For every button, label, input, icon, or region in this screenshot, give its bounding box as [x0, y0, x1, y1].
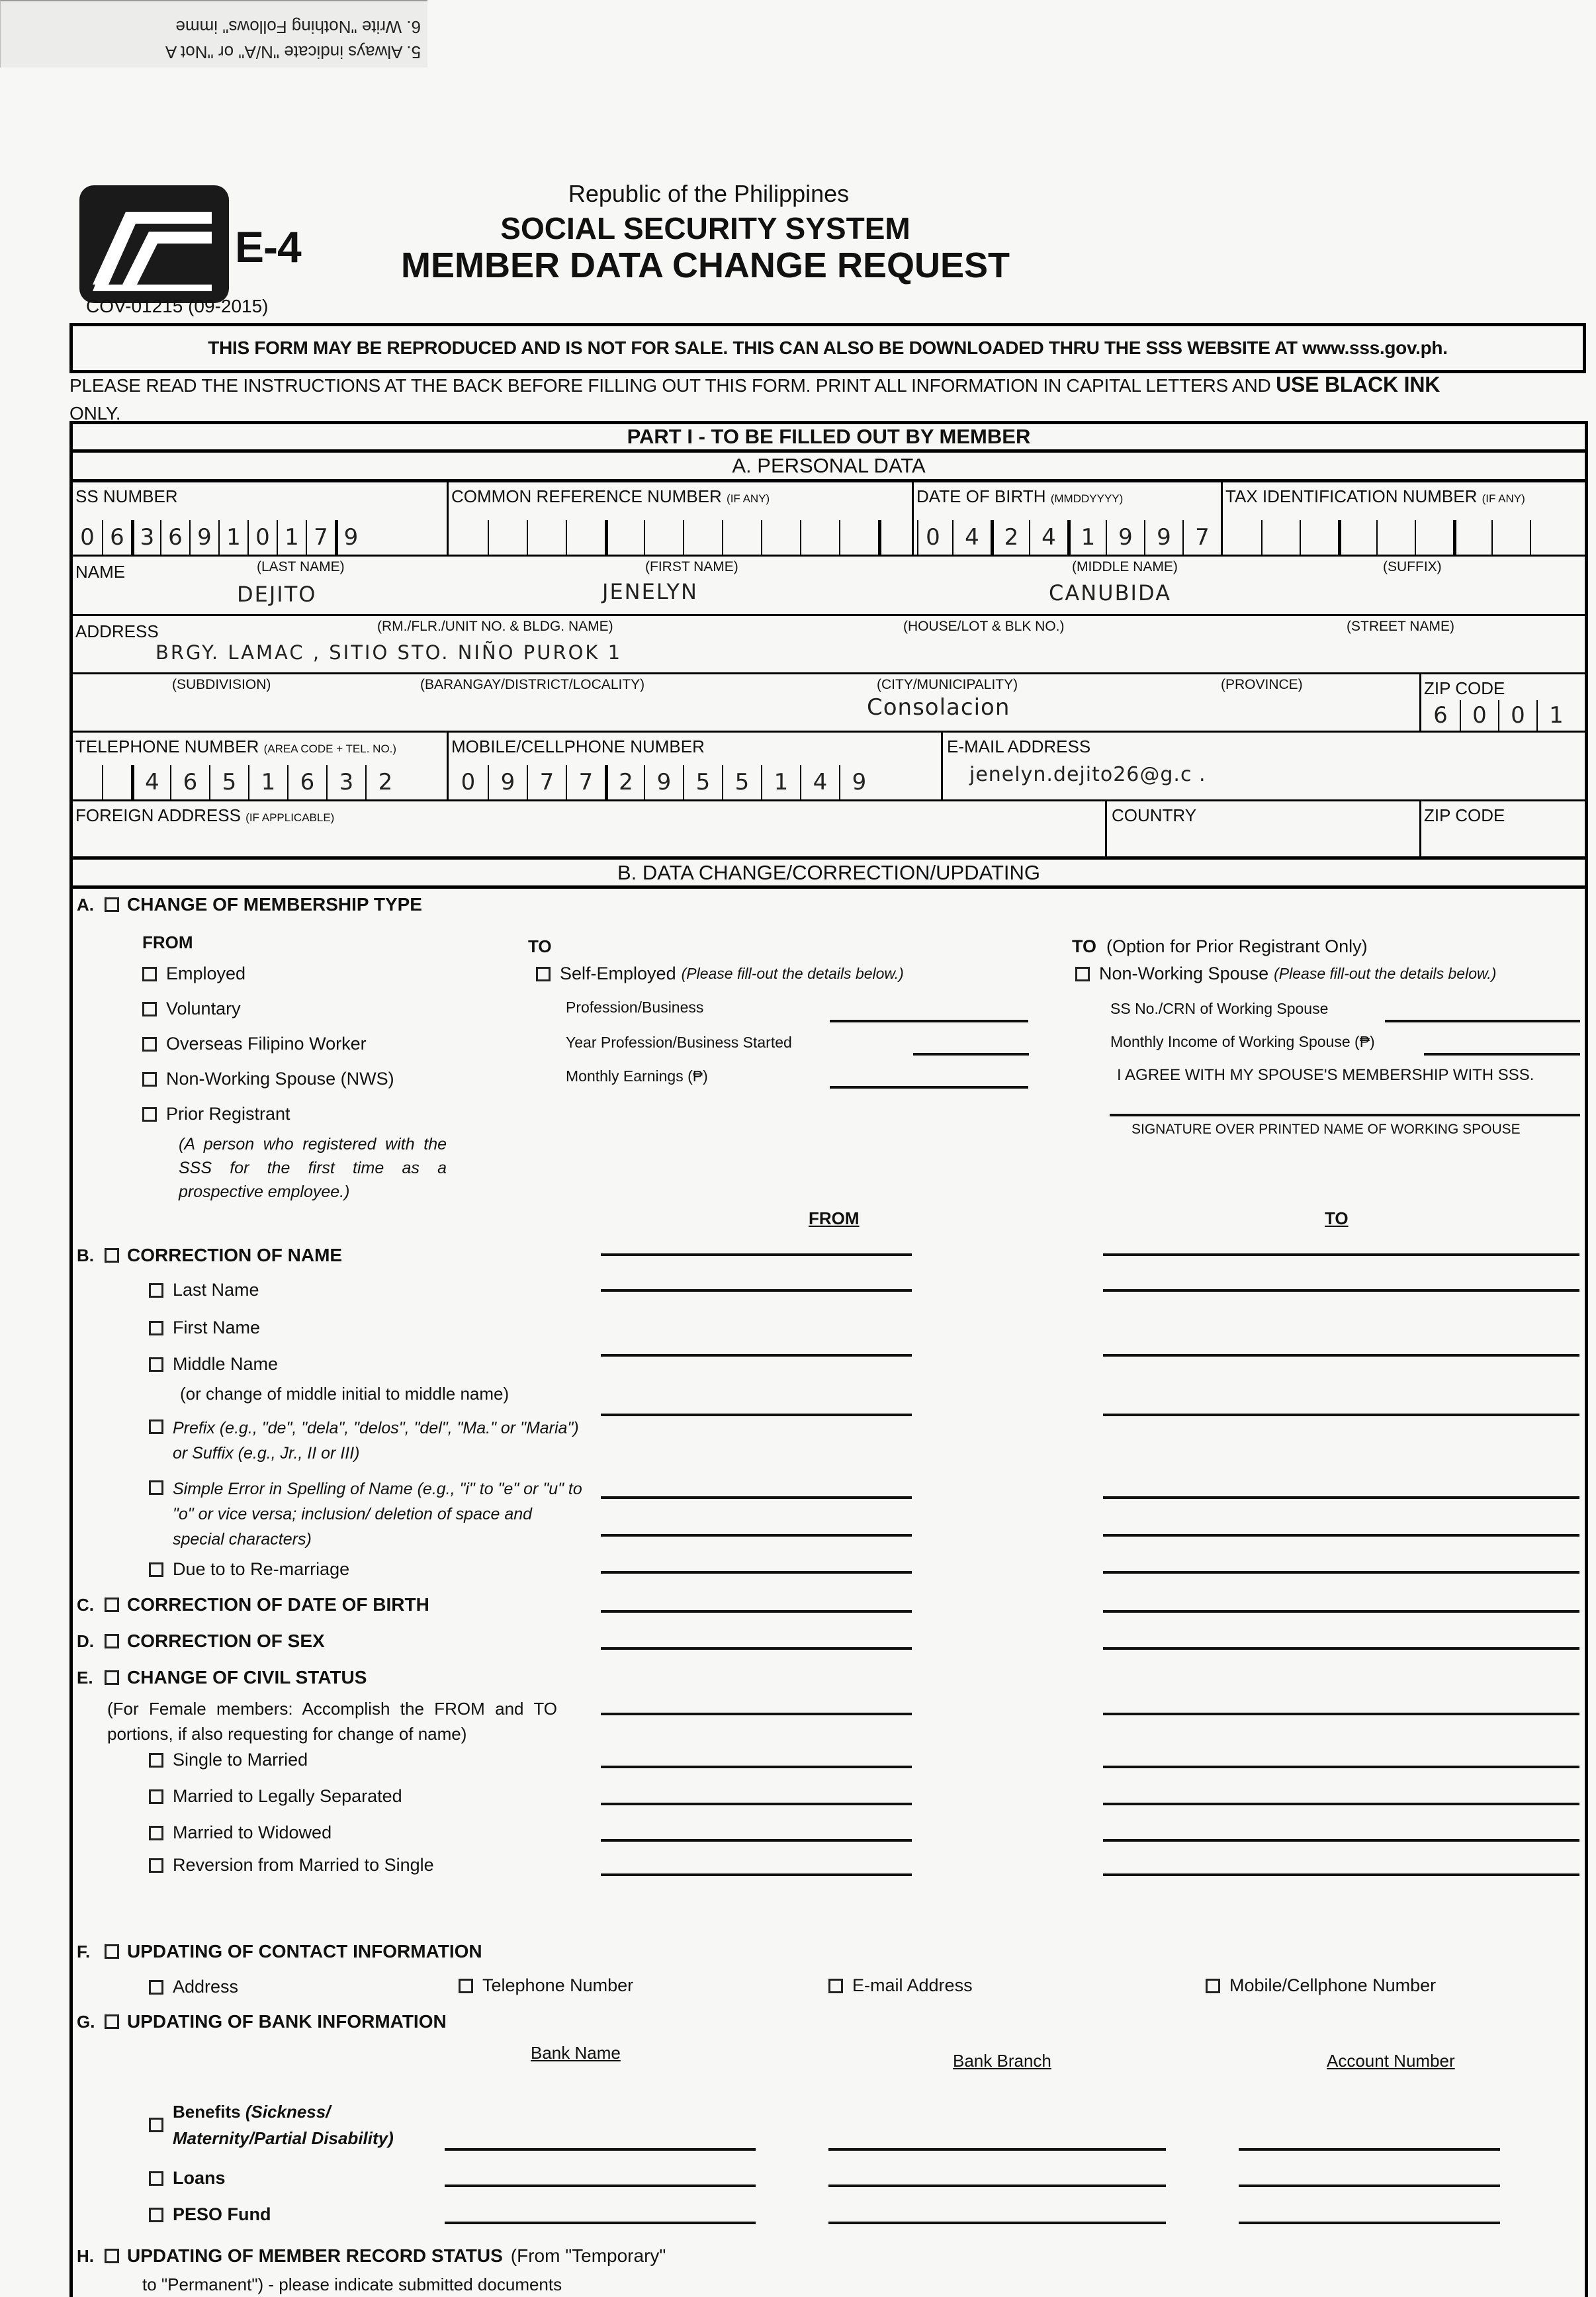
spouse-signature-label: SIGNATURE OVER PRINTED NAME OF WORKING SPOUSE — [1131, 1122, 1521, 1137]
from-input[interactable] — [601, 1496, 912, 1499]
option-mobile[interactable] — [1206, 1975, 1436, 1996]
checkbox[interactable] — [149, 2208, 163, 2222]
from-input[interactable] — [601, 1354, 912, 1357]
civil-status-note: (For Female members: Accomplish the FROM and TO portions, if also requesting for change of name) — [107, 1699, 557, 1744]
option-label: Voluntary — [166, 999, 241, 1018]
digit — [1491, 520, 1530, 555]
digit — [1223, 520, 1261, 555]
checkbox[interactable] — [149, 2171, 163, 2186]
checkbox[interactable] — [459, 1979, 473, 1993]
section-g-bank — [77, 2011, 447, 2032]
digit: 0 — [1498, 700, 1536, 731]
civil-status-checkbox[interactable] — [105, 1670, 119, 1685]
option-label: Prior Registrant — [166, 1104, 290, 1124]
city-value[interactable]: Consolacion — [867, 694, 1010, 721]
checkbox[interactable] — [142, 967, 157, 981]
section-title: UPDATING OF CONTACT INFORMATION — [127, 1941, 482, 1961]
address-line-value[interactable]: BRGY. LAMAC , SITIO STO. NIÑO PUROK 1 — [155, 641, 623, 664]
digit: 1 — [1536, 700, 1575, 731]
section-a-change-membership — [77, 894, 422, 915]
digit — [644, 520, 683, 555]
option-label: Single to Married — [173, 1750, 308, 1770]
bank-update-checkbox[interactable] — [105, 2014, 119, 2029]
scrap-line-6: 6. Write "Nothing Follows" imme — [175, 17, 421, 37]
suffix-label: (SUFFIX) — [1383, 559, 1442, 574]
from-input[interactable] — [601, 1253, 912, 1256]
digit: 7 — [306, 520, 335, 555]
from-input[interactable] — [601, 1839, 912, 1842]
from-input[interactable] — [601, 1873, 912, 1876]
option-label: PESO Fund — [173, 2204, 271, 2224]
republic-heading: Republic of the Philippines — [568, 180, 850, 207]
account-number-input[interactable] — [1239, 2222, 1500, 2224]
digit: 9 — [839, 765, 878, 799]
digit: 9 — [335, 520, 364, 555]
option-label: Married to Widowed — [173, 1823, 332, 1842]
option-prefix-suffix[interactable] — [149, 1416, 583, 1466]
digit — [1530, 520, 1568, 555]
divider — [1419, 801, 1421, 856]
digit — [1261, 520, 1300, 555]
to-input[interactable] — [1103, 1571, 1579, 1574]
to-input[interactable] — [1103, 1803, 1579, 1805]
middle-name-label: (MIDDLE NAME) — [1072, 559, 1178, 574]
reproduction-notice: THIS FORM MAY BE REPRODUCED AND IS NOT FOR SALE. THIS CAN ALSO BE DOWNLOADED THRU THE SSS WEBSITE AT www.sss.gov.ph. — [69, 323, 1586, 373]
option-label: Due to to Re-marriage — [173, 1559, 350, 1579]
digit — [73, 765, 102, 799]
to-input[interactable] — [1103, 1766, 1579, 1768]
address-label: ADDRESS — [75, 621, 159, 641]
section-h-record-status — [77, 2245, 666, 2267]
option-spelling-error[interactable] — [149, 1476, 583, 1552]
bank-branch-input[interactable] — [828, 2222, 1166, 2224]
checkbox[interactable] — [142, 1107, 157, 1122]
digit — [488, 520, 527, 555]
checkbox[interactable] — [149, 1753, 163, 1768]
section-letter: C. — [77, 1594, 94, 1615]
from-input[interactable] — [601, 1534, 912, 1537]
unit-label: (RM./FLR./UNIT NO. & BLDG. NAME) — [377, 619, 613, 634]
bank-name-column: Bank Name — [531, 2043, 621, 2063]
digit — [527, 520, 566, 555]
option-label: E-mail Address — [852, 1975, 973, 1995]
street-label: (STREET NAME) — [1347, 619, 1454, 634]
from-label: FROM — [142, 932, 193, 952]
zip-code-digits[interactable] — [1421, 700, 1575, 731]
digit: 0 — [1460, 700, 1498, 731]
to-input[interactable] — [1103, 1289, 1579, 1292]
option-label: Prefix (e.g., "de", "dela", "delos", "del", "Ma." or "Maria") or Suffix (e.g., Jr., II or III) — [173, 1419, 579, 1463]
option-loans[interactable] — [149, 2168, 226, 2188]
digit: 9 — [644, 765, 683, 799]
agreement-text: I AGREE WITH MY SPOUSE'S MEMBERSHIP WITH SSS. — [1117, 1066, 1534, 1084]
digit: 4 — [952, 520, 991, 555]
checkbox[interactable] — [142, 1002, 157, 1016]
form-code: E-4 — [235, 222, 301, 271]
option-label: Middle Name — [173, 1354, 279, 1374]
digit: 1 — [1067, 520, 1106, 555]
digit: 1 — [218, 520, 247, 555]
section-f-contact — [77, 1941, 482, 1962]
option-label: Reversion from Married to Single — [173, 1855, 434, 1875]
digit — [1300, 520, 1338, 555]
digit: 9 — [1106, 520, 1144, 555]
zip-code-field[interactable] — [1421, 674, 1580, 731]
bank-branch-input[interactable] — [828, 2148, 1166, 2151]
checkbox[interactable] — [1075, 967, 1090, 981]
telephone-label: TELEPHONE NUMBER (AREA CODE + TEL. NO.) — [75, 737, 397, 756]
checkbox[interactable] — [149, 1980, 163, 1995]
account-number-column: Account Number — [1327, 2051, 1455, 2071]
profession-input[interactable] — [830, 1020, 1028, 1022]
from-input[interactable] — [601, 1610, 912, 1613]
section-letter: D. — [77, 1631, 94, 1651]
to-input[interactable] — [1103, 1496, 1579, 1499]
to-input[interactable] — [1103, 1253, 1579, 1256]
digit: 4 — [800, 765, 839, 799]
option-label: Non-Working Spouse — [1099, 964, 1269, 983]
scrap-line-5: 5. Always indicate "N/A" or "Not A — [165, 42, 421, 62]
option-telephone[interactable] — [459, 1975, 633, 1996]
digit — [566, 520, 605, 555]
digit: 0 — [247, 520, 277, 555]
correction-sex-checkbox[interactable] — [105, 1634, 119, 1648]
checkbox[interactable] — [149, 1858, 163, 1873]
spouse-ss-label: SS No./CRN of Working Spouse — [1110, 1000, 1329, 1017]
checkbox[interactable] — [828, 1979, 843, 1993]
spouse-income-label: Monthly Income of Working Spouse (₱) — [1110, 1033, 1375, 1050]
from-input[interactable] — [601, 1803, 912, 1805]
section-letter: F. — [77, 1941, 91, 1961]
section-b-header: B. DATA CHANGE/CORRECTION/UPDATING — [73, 860, 1585, 889]
year-started-input[interactable] — [913, 1053, 1029, 1056]
digit: 7 — [566, 765, 605, 799]
member-data-form — [69, 421, 1588, 2297]
spouse-ss-input[interactable] — [1385, 1020, 1580, 1022]
checkbox[interactable] — [142, 1037, 157, 1052]
checkbox[interactable] — [536, 967, 551, 981]
section-letter: G. — [77, 2011, 95, 2032]
to-input[interactable] — [1103, 1873, 1579, 1876]
from-input[interactable] — [601, 1414, 912, 1416]
from-input[interactable] — [601, 1647, 912, 1650]
record-status-note: to "Permanent") - please indicate submitted documents — [142, 2274, 562, 2294]
address-row-2 — [73, 674, 1585, 733]
section-letter: B. — [77, 1245, 94, 1265]
option-label: Non-Working Spouse (NWS) — [166, 1069, 394, 1089]
digit: 4 — [1029, 520, 1067, 555]
foreign-address-row — [73, 801, 1585, 860]
option-benefits[interactable] — [149, 2098, 451, 2151]
to-label: TO — [528, 936, 552, 956]
monthly-earnings-input[interactable] — [830, 1086, 1028, 1089]
crn-field[interactable] — [449, 482, 978, 555]
middle-name-note: (or change of middle initial to middle name) — [180, 1384, 510, 1404]
page-title: MEMBER DATA CHANGE REQUEST — [400, 246, 1010, 285]
digit: 5 — [683, 765, 722, 799]
digit: 3 — [131, 520, 160, 555]
change-membership-checkbox[interactable] — [105, 897, 119, 912]
option-peso-fund[interactable] — [149, 2204, 271, 2225]
crn-label: COMMON REFERENCE NUMBER (IF ANY) — [451, 486, 770, 506]
form-version: COV-01215 (09-2015) — [86, 296, 269, 316]
checkbox[interactable] — [1206, 1979, 1220, 1993]
name-label: NAME — [75, 562, 126, 582]
bank-branch-input[interactable] — [828, 2184, 1166, 2187]
option-note: (Please fill-out the details below.) — [681, 965, 904, 982]
country-label: COUNTRY — [1112, 805, 1197, 825]
option-label: Last Name — [173, 1280, 259, 1300]
name-row — [73, 557, 1585, 616]
digit — [839, 520, 878, 555]
digit: 2 — [365, 765, 404, 799]
digit: 4 — [131, 765, 170, 799]
last-name-label: (LAST NAME) — [257, 559, 345, 574]
correction-dob-checkbox[interactable] — [105, 1598, 119, 1612]
digit: 2 — [991, 520, 1029, 555]
checkbox[interactable] — [149, 1419, 163, 1434]
section-letter: E. — [77, 1667, 93, 1688]
first-name-label: (FIRST NAME) — [645, 559, 738, 574]
to-input[interactable] — [1103, 1713, 1579, 1715]
checkbox[interactable] — [149, 1321, 163, 1335]
option-last-name[interactable] — [149, 1280, 259, 1300]
part1-header: PART I - TO BE FILLED OUT BY MEMBER — [73, 424, 1585, 453]
bank-name-input[interactable] — [445, 2222, 756, 2224]
digit — [800, 520, 839, 555]
last-name-value[interactable]: DEJITO — [237, 582, 317, 607]
section-b-correction-name — [77, 1245, 342, 1266]
checkbox[interactable] — [149, 1357, 163, 1372]
option-address[interactable] — [149, 1977, 238, 1997]
section-e-civil-status — [77, 1667, 367, 1688]
digit — [449, 520, 488, 555]
option-label: Mobile/Cellphone Number — [1229, 1975, 1437, 1995]
mobile-digits[interactable] — [449, 765, 878, 799]
option-label: Self-Employed — [560, 964, 676, 983]
record-status-checkbox[interactable] — [105, 2249, 119, 2263]
account-number-input[interactable] — [1239, 2184, 1500, 2187]
year-started-label: Year Profession/Business Started — [566, 1034, 792, 1051]
digit: 6 — [287, 765, 326, 799]
digit: 6 — [1433, 702, 1448, 729]
mobile-field[interactable] — [449, 733, 952, 799]
province-label: (PROVINCE) — [1221, 677, 1303, 692]
section-title: CHANGE OF MEMBERSHIP TYPE — [127, 894, 422, 915]
to-input[interactable] — [1103, 1839, 1579, 1842]
mobile-label: MOBILE/CELLPHONE NUMBER — [451, 737, 705, 756]
section-title: CHANGE OF CIVIL STATUS — [127, 1667, 367, 1688]
city-label: (CITY/MUNICIPALITY) — [877, 677, 1018, 692]
email-label: E-MAIL ADDRESS — [947, 737, 1091, 756]
digit: 2 — [605, 765, 644, 799]
option-note: (Please fill-out the details below.) — [1274, 965, 1497, 982]
personal-data-header: A. PERSONAL DATA — [73, 453, 1585, 482]
digit: 6 — [160, 520, 189, 555]
digit: 0 — [461, 769, 476, 795]
to-input[interactable] — [1103, 1414, 1579, 1416]
to-self-employed[interactable] — [536, 964, 904, 984]
agency-heading: SOCIAL SECURITY SYSTEM — [500, 211, 910, 246]
digit: 0 — [80, 524, 95, 551]
from-prior-registrant[interactable] — [142, 1104, 290, 1124]
to-input[interactable] — [1103, 1610, 1579, 1613]
from-input[interactable] — [601, 1289, 912, 1292]
section-title: UPDATING OF BANK INFORMATION — [127, 2011, 447, 2032]
email-value: jenelyn.dejito26@g.c . — [969, 763, 1206, 786]
from-input[interactable] — [601, 1766, 912, 1768]
to-column-header: TO — [1325, 1208, 1349, 1228]
digit — [683, 520, 722, 555]
tin-label: TAX IDENTIFICATION NUMBER (IF ANY) — [1225, 486, 1525, 506]
digit — [1453, 520, 1491, 555]
bank-name-input[interactable] — [445, 2184, 756, 2187]
checkbox[interactable] — [149, 1562, 163, 1577]
bank-branch-column: Bank Branch — [953, 2051, 1051, 2071]
telephone-digits[interactable] — [73, 765, 404, 799]
digit: 9 — [189, 520, 218, 555]
prior-registrant-note: (A person who registered with the SSS for the first time as a prospective employee.) — [179, 1135, 447, 1201]
option-label: Married to Legally Separated — [173, 1786, 402, 1806]
dob-label: DATE OF BIRTH (MMDDYYYY) — [916, 486, 1124, 506]
bank-name-input[interactable] — [445, 2148, 756, 2151]
option-label: Employed — [166, 964, 246, 983]
digit — [1376, 520, 1415, 555]
digit: 6 — [170, 765, 209, 799]
section-letter: H. — [77, 2245, 94, 2266]
option-label: Loans — [173, 2168, 226, 2188]
option-label: Benefits (Sickness/ Maternity/Partial Disability) — [173, 2102, 394, 2148]
option-single-married[interactable] — [149, 1750, 308, 1770]
checkbox[interactable] — [149, 1480, 163, 1495]
option-label: Overseas Filipino Worker — [166, 1034, 367, 1054]
digit — [761, 520, 800, 555]
contact-update-checkbox[interactable] — [105, 1944, 119, 1959]
digit — [605, 520, 644, 555]
subdivision-label: (SUBDIVISION) — [172, 677, 271, 692]
from-input[interactable] — [601, 1571, 912, 1574]
from-ofw[interactable] — [142, 1034, 367, 1054]
section-title: CORRECTION OF SEX — [127, 1631, 325, 1651]
digit: 5 — [209, 765, 248, 799]
zip-code-label: ZIP CODE — [1424, 678, 1505, 698]
instructions-text: PLEASE READ THE INSTRUCTIONS AT THE BACK BEFORE FILLING OUT THIS FORM. PRINT ALL INFORMATION IN CAPITAL LETTERS AND USE BLACK INK ONLY. — [69, 373, 1441, 424]
section-letter: A. — [77, 894, 94, 915]
checkbox[interactable] — [149, 1789, 163, 1804]
crn-digits[interactable] — [449, 520, 956, 555]
section-note: (From "Temporary" — [510, 2245, 666, 2266]
foreign-zip-label: ZIP CODE — [1424, 805, 1505, 825]
digit: 0 — [926, 524, 940, 551]
option-widowed[interactable] — [149, 1823, 332, 1843]
digit: 6 — [102, 520, 131, 555]
to-input[interactable] — [1103, 1647, 1579, 1650]
address-row-1 — [73, 616, 1585, 674]
digit — [102, 765, 131, 799]
from-input[interactable] — [601, 1713, 912, 1715]
spouse-signature-line[interactable] — [1110, 1114, 1580, 1116]
section-title: CORRECTION OF NAME — [127, 1245, 343, 1265]
digit — [1415, 520, 1453, 555]
barangay-label: (BARANGAY/DISTRICT/LOCALITY) — [420, 677, 645, 692]
option-label: First Name — [173, 1318, 261, 1337]
option-remarriage[interactable] — [149, 1559, 349, 1580]
dob-field[interactable] — [914, 482, 1225, 555]
to-input[interactable] — [1103, 1354, 1579, 1357]
from-employed[interactable] — [142, 964, 245, 984]
checkbox[interactable] — [142, 1072, 157, 1087]
digit: 3 — [326, 765, 365, 799]
digit: 1 — [277, 520, 306, 555]
option-middle-name[interactable] — [149, 1354, 278, 1374]
option-label: Address — [173, 1977, 239, 1997]
from-voluntary[interactable] — [142, 999, 241, 1019]
contact-row — [73, 733, 1585, 801]
section-title: CORRECTION OF DATE OF BIRTH — [127, 1594, 429, 1615]
checkbox[interactable] — [149, 1283, 163, 1298]
digit: 5 — [722, 765, 761, 799]
overlapping-paper-scrap — [0, 0, 427, 68]
email-field[interactable] — [943, 733, 1578, 799]
to-input[interactable] — [1103, 1534, 1579, 1537]
ss-number-field[interactable] — [73, 482, 447, 555]
digit: 9 — [1144, 520, 1182, 555]
ss-number-digits[interactable] — [73, 520, 364, 555]
digit — [1338, 520, 1376, 555]
option-label: Simple Error in Spelling of Name (e.g., "i" to "e" or "u" to "o" or vice versa; inclusion/ deletion of space and special characters) — [173, 1480, 582, 1549]
first-name-value[interactable]: JENELYN — [602, 579, 698, 604]
digit: 1 — [248, 765, 287, 799]
from-nws[interactable] — [142, 1069, 394, 1089]
from-column-header: FROM — [809, 1208, 860, 1228]
spouse-income-input[interactable] — [1424, 1053, 1580, 1056]
house-label: (HOUSE/LOT & BLK NO.) — [903, 619, 1065, 634]
tin-digits[interactable] — [1223, 520, 1568, 555]
id-numbers-row — [73, 482, 1585, 557]
foreign-address-label: FOREIGN ADDRESS (IF APPLICABLE) — [75, 805, 335, 825]
to-nws[interactable] — [1075, 964, 1496, 984]
section-d-sex — [77, 1631, 325, 1652]
digit — [722, 520, 761, 555]
digit: 9 — [488, 765, 527, 799]
correction-name-checkbox[interactable] — [105, 1248, 119, 1263]
option-legally-separated[interactable] — [149, 1786, 402, 1807]
middle-name-value[interactable]: CANUBIDA — [1049, 580, 1171, 606]
dob-digits[interactable] — [914, 520, 1221, 555]
divider — [1105, 801, 1107, 856]
ss-number-label: SS NUMBER — [75, 486, 178, 506]
option-email[interactable] — [828, 1975, 973, 1996]
section-title: UPDATING OF MEMBER RECORD STATUS — [127, 2245, 503, 2266]
option-first-name[interactable] — [149, 1318, 260, 1338]
checkbox[interactable] — [149, 1826, 163, 1840]
telephone-field[interactable] — [73, 733, 447, 799]
monthly-earnings-label: Monthly Earnings (₱) — [566, 1067, 708, 1085]
option-label: Telephone Number — [482, 1975, 634, 1995]
profession-label: Profession/Business — [566, 999, 704, 1016]
tin-field[interactable] — [1223, 482, 1580, 555]
digit: 1 — [761, 765, 800, 799]
to-prior-registrant-header: TO (Option for Prior Registrant Only) — [1072, 936, 1368, 956]
checkbox[interactable] — [149, 2118, 163, 2132]
digit: 7 — [1182, 520, 1221, 555]
digit: 7 — [527, 765, 566, 799]
account-number-input[interactable] — [1239, 2148, 1500, 2151]
section-c-date-of-birth — [77, 1594, 429, 1615]
option-reversion-single[interactable] — [149, 1855, 434, 1875]
